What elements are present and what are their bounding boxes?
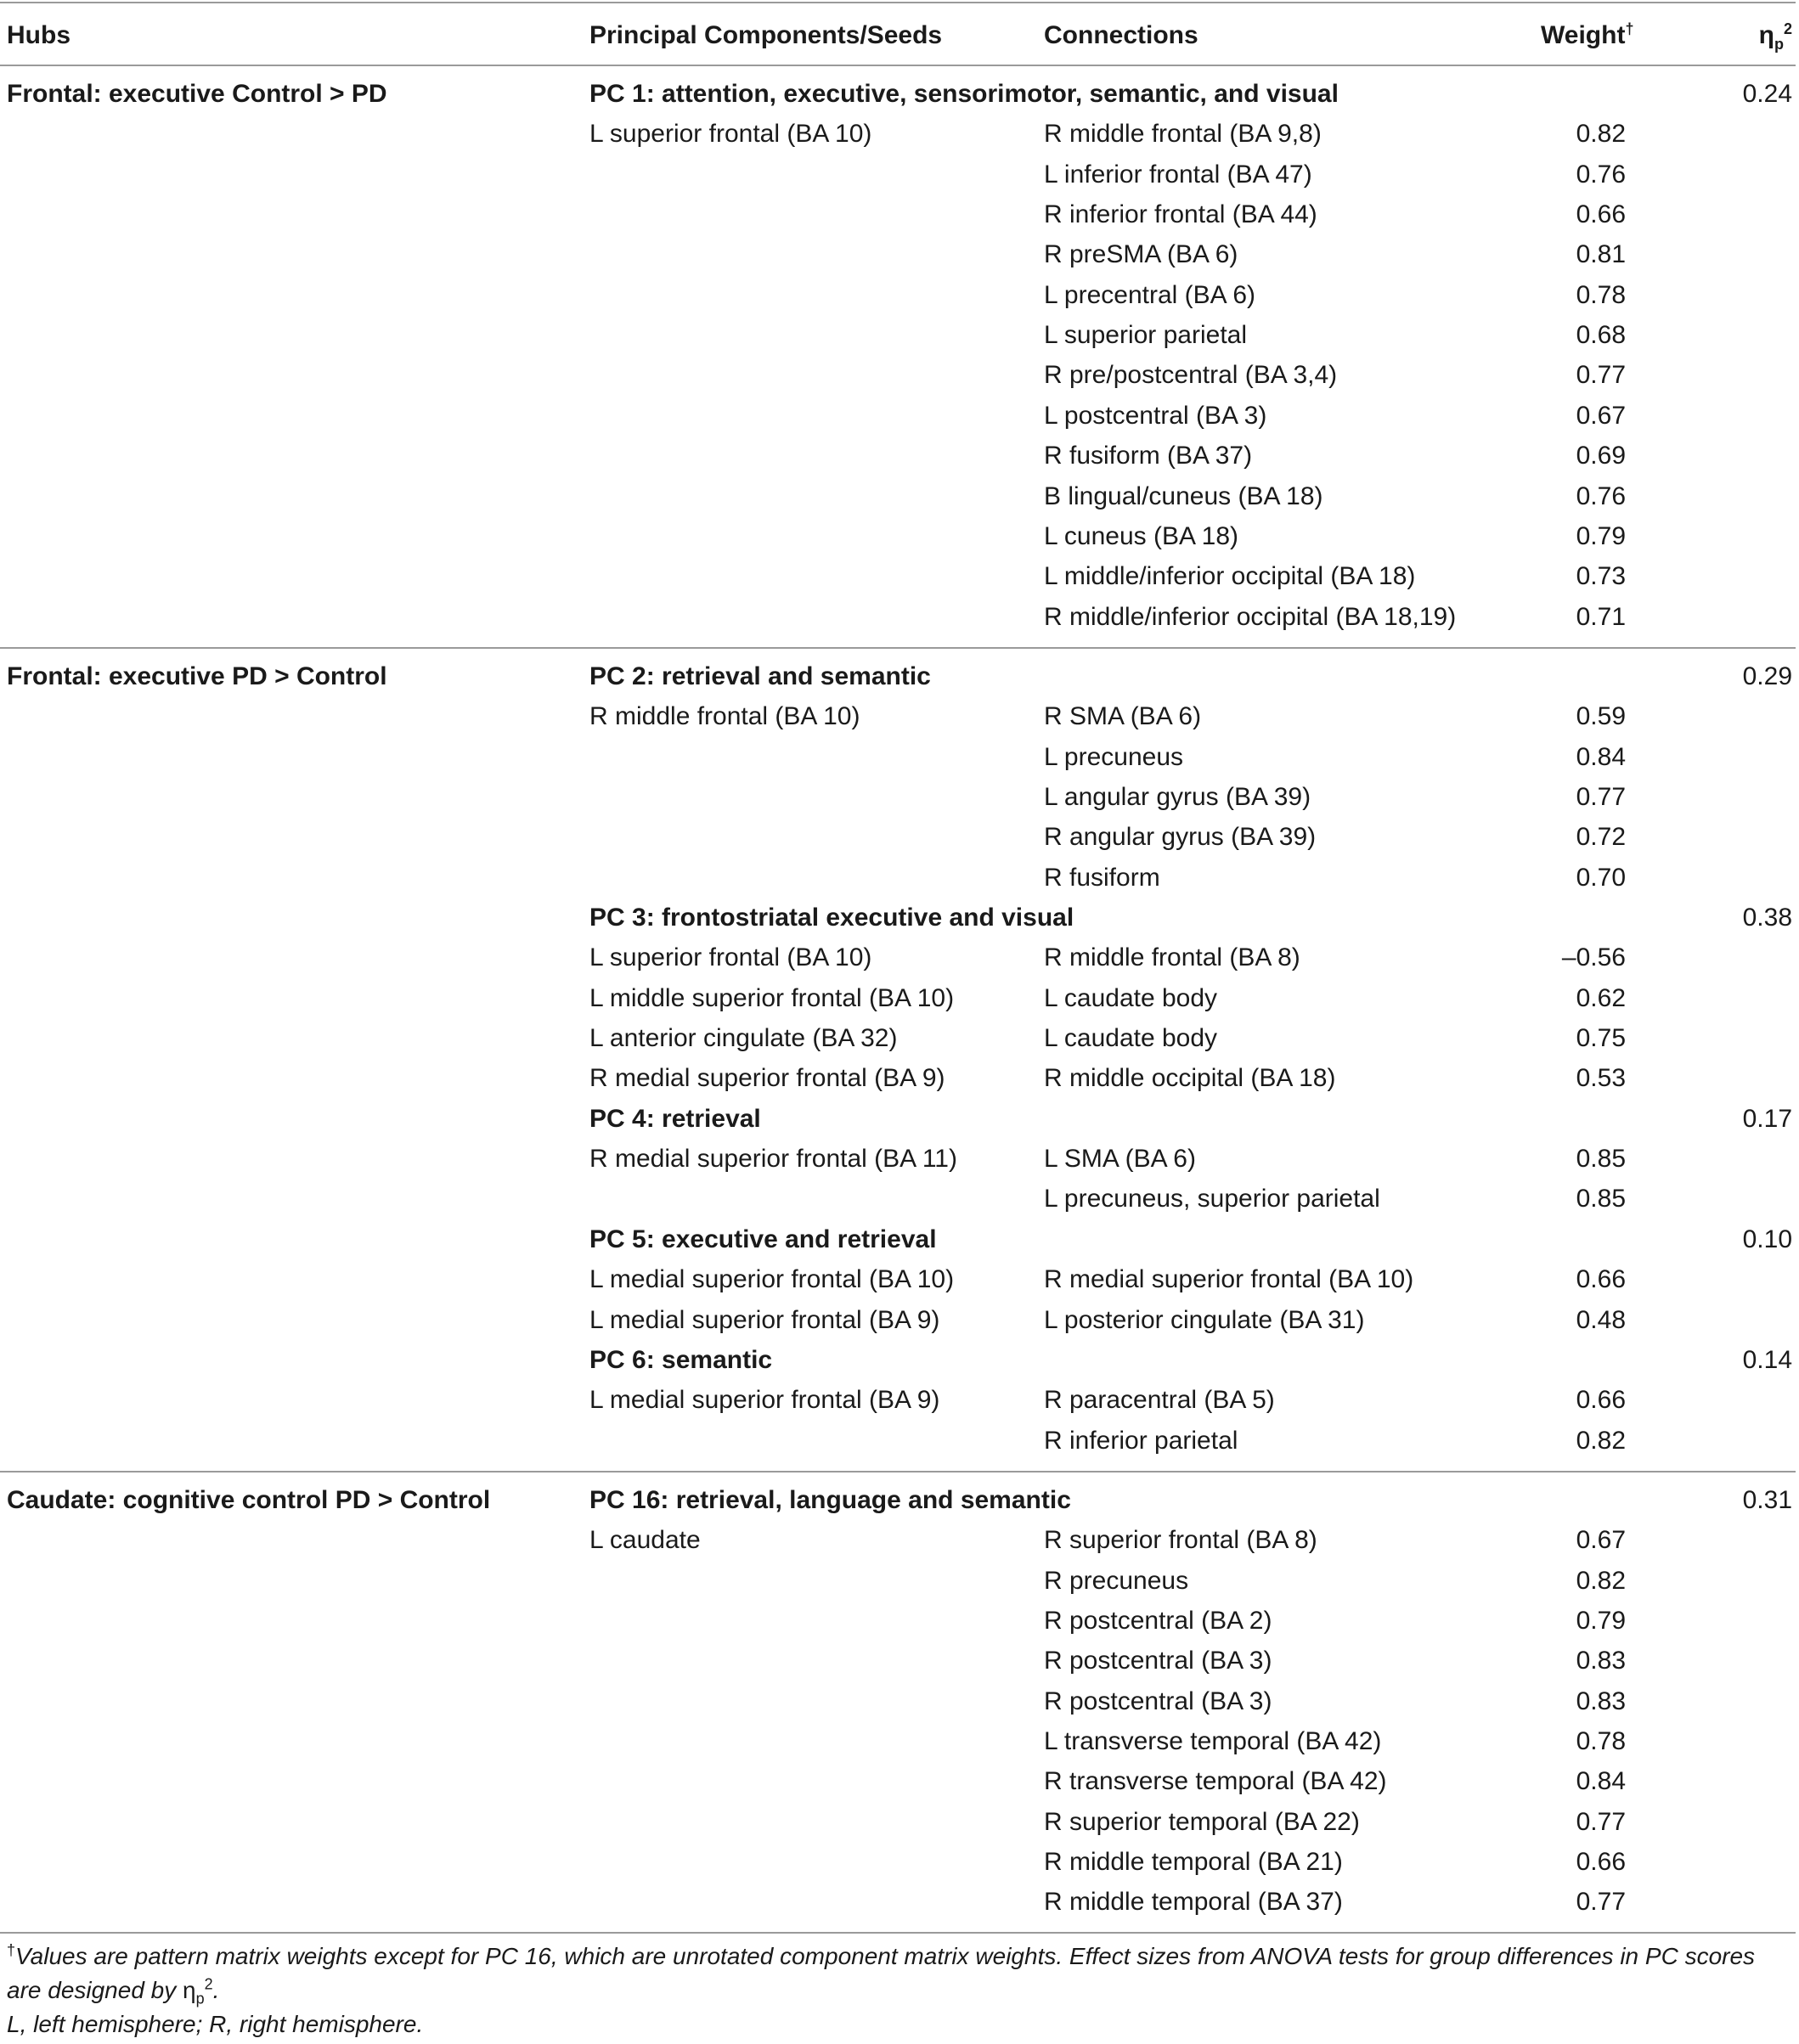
- weight-cell: 0.77: [1576, 1807, 1626, 1836]
- weight-cell: 0.71: [1576, 602, 1626, 631]
- connection-cell: R medial superior frontal (BA 10): [1044, 1265, 1414, 1294]
- weight-cell: 0.78: [1576, 280, 1626, 309]
- footnote-eta-sub: p: [195, 1990, 205, 2007]
- connection-cell: R pre/postcentral (BA 3,4): [1044, 361, 1338, 390]
- header-rule: [0, 65, 1796, 66]
- connection-cell: L precuneus, superior parietal: [1044, 1185, 1380, 1213]
- header-eta-sup: 2: [1783, 20, 1792, 37]
- connection-cell: R preSMA (BA 6): [1044, 240, 1238, 269]
- top-rule: [0, 2, 1796, 3]
- seed-cell: L caudate: [589, 1526, 701, 1555]
- weight-cell: 0.67: [1576, 1526, 1626, 1555]
- pc-title: PC 1: attention, executive, sensorimotor, semantic, and visual: [589, 80, 1339, 108]
- weight-cell: 0.81: [1576, 240, 1626, 269]
- seed-cell: L anterior cingulate (BA 32): [589, 1024, 898, 1053]
- connection-cell: R middle frontal (BA 9,8): [1044, 120, 1322, 149]
- weight-cell: 0.68: [1576, 321, 1626, 350]
- weight-cell: 0.75: [1576, 1024, 1626, 1053]
- connection-cell: R superior temporal (BA 22): [1044, 1807, 1360, 1836]
- seed-cell: L superior frontal (BA 10): [589, 120, 872, 149]
- connection-cell: L cuneus (BA 18): [1044, 521, 1239, 550]
- weight-cell: 0.76: [1576, 481, 1626, 510]
- weight-cell: 0.82: [1576, 120, 1626, 149]
- section-rule: [0, 1471, 1796, 1472]
- header-principal-components: Principal Components/Seeds: [589, 21, 943, 49]
- weight-cell: 0.66: [1576, 1848, 1626, 1877]
- connection-cell: R superior frontal (BA 8): [1044, 1526, 1317, 1555]
- header-weight-dagger: †: [1625, 20, 1634, 37]
- weight-cell: 0.53: [1576, 1064, 1626, 1093]
- connection-cell: L precuneus: [1044, 742, 1184, 771]
- weight-cell: 0.76: [1576, 160, 1626, 189]
- weight-cell: 0.77: [1576, 1888, 1626, 1917]
- weight-cell: 0.82: [1576, 1566, 1626, 1595]
- hub-label: Caudate: cognitive control PD > Control: [7, 1485, 491, 1514]
- footnote-2: [7, 2007, 1791, 2041]
- pc-title: PC 5: executive and retrieval: [589, 1225, 937, 1253]
- connection-cell: R middle frontal (BA 8): [1044, 943, 1300, 972]
- header-weight-label: Weight: [1541, 21, 1626, 49]
- eta-value: 0.29: [1742, 662, 1792, 690]
- seed-cell: L medial superior frontal (BA 9): [589, 1305, 940, 1334]
- weight-cell: 0.85: [1576, 1185, 1626, 1213]
- weight-cell: 0.66: [1576, 1265, 1626, 1294]
- connection-cell: R fusiform (BA 37): [1044, 442, 1253, 470]
- weight-cell: 0.66: [1576, 200, 1626, 229]
- seed-cell: L superior frontal (BA 10): [589, 943, 872, 972]
- hub-label: Frontal: executive PD > Control: [7, 662, 387, 690]
- footnote-eta: η: [183, 1977, 196, 2003]
- eta-value: 0.24: [1742, 80, 1792, 108]
- footnote-2-text: L, left hemisphere; R, right hemisphere.: [7, 2011, 424, 2037]
- connection-cell: R paracentral (BA 5): [1044, 1386, 1275, 1415]
- connection-cell: L transverse temporal (BA 42): [1044, 1727, 1382, 1755]
- connection-cell: R middle/inferior occipital (BA 18,19): [1044, 602, 1457, 631]
- connection-cell: R inferior parietal: [1044, 1426, 1238, 1455]
- weight-cell: 0.59: [1576, 702, 1626, 731]
- pc-title: PC 4: retrieval: [589, 1104, 761, 1133]
- footnote-dagger: †: [7, 1941, 16, 1959]
- footnote-eta-sup: 2: [204, 1975, 213, 1993]
- seed-cell: R middle frontal (BA 10): [589, 702, 860, 731]
- header-connections: Connections: [1044, 21, 1198, 49]
- connection-cell: R fusiform: [1044, 863, 1160, 892]
- weight-cell: 0.85: [1576, 1145, 1626, 1174]
- connection-cell: R middle temporal (BA 37): [1044, 1888, 1343, 1917]
- connection-cell: R angular gyrus (BA 39): [1044, 823, 1317, 852]
- footnote-1-text: Values are pattern matrix weights except for PC 16, which are unrotated component matrix weights. Effect sizes from ANOVA tests for group differences in PC scores are designed by: [7, 1943, 1756, 2003]
- connection-cell: R SMA (BA 6): [1044, 702, 1202, 731]
- weight-cell: 0.48: [1576, 1305, 1626, 1334]
- pc-title: PC 6: semantic: [589, 1345, 773, 1374]
- pc-title: PC 3: frontostriatal executive and visual: [589, 904, 1074, 932]
- weight-cell: 0.79: [1576, 521, 1626, 550]
- seed-cell: L medial superior frontal (BA 9): [589, 1386, 940, 1415]
- weight-cell: 0.67: [1576, 401, 1626, 430]
- connection-cell: L caudate body: [1044, 1024, 1218, 1053]
- connection-cell: R precuneus: [1044, 1566, 1189, 1595]
- seed-cell: R medial superior frontal (BA 9): [589, 1064, 945, 1093]
- seed-cell: L middle superior frontal (BA 10): [589, 983, 955, 1012]
- connection-cell: L posterior cingulate (BA 31): [1044, 1305, 1365, 1334]
- footnote-1: [7, 1940, 1791, 2007]
- weight-cell: 0.82: [1576, 1426, 1626, 1455]
- weight-cell: 0.69: [1576, 442, 1626, 470]
- header-eta-symbol: η: [1758, 21, 1774, 49]
- footnote-1-end: .: [212, 1977, 220, 2003]
- weight-cell: 0.77: [1576, 361, 1626, 390]
- weight-cell: 0.78: [1576, 1727, 1626, 1755]
- connection-cell: L inferior frontal (BA 47): [1044, 160, 1312, 189]
- header-hubs: Hubs: [7, 21, 70, 49]
- connection-cell: B lingual/cuneus (BA 18): [1044, 481, 1323, 510]
- weight-cell: 0.70: [1576, 863, 1626, 892]
- connection-cell: L postcentral (BA 3): [1044, 401, 1267, 430]
- eta-value: 0.17: [1742, 1104, 1792, 1133]
- eta-value: 0.31: [1742, 1485, 1792, 1514]
- weight-cell: 0.79: [1576, 1606, 1626, 1635]
- header-weight: [1541, 20, 1633, 51]
- connection-cell: R postcentral (BA 3): [1044, 1686, 1272, 1715]
- hub-label: Frontal: executive Control > PD: [7, 80, 387, 108]
- seed-cell: L medial superior frontal (BA 10): [589, 1265, 955, 1294]
- connection-cell: L caudate body: [1044, 983, 1218, 1012]
- section-rule: [0, 647, 1796, 649]
- weight-cell: 0.72: [1576, 823, 1626, 852]
- connection-cell: R middle temporal (BA 21): [1044, 1848, 1343, 1877]
- weight-cell: 0.84: [1576, 742, 1626, 771]
- connection-cell: L superior parietal: [1044, 321, 1248, 350]
- weight-cell: 0.84: [1576, 1767, 1626, 1796]
- seed-cell: R medial superior frontal (BA 11): [589, 1145, 957, 1174]
- connection-cell: R middle occipital (BA 18): [1044, 1064, 1336, 1093]
- connection-cell: R postcentral (BA 2): [1044, 1606, 1272, 1635]
- eta-value: 0.10: [1742, 1225, 1792, 1253]
- weight-cell: 0.73: [1576, 562, 1626, 591]
- bottom-rule: [0, 1932, 1796, 1934]
- pc-title: PC 16: retrieval, language and semantic: [589, 1485, 1071, 1514]
- weight-cell: 0.77: [1576, 782, 1626, 811]
- connection-cell: R transverse temporal (BA 42): [1044, 1767, 1387, 1796]
- header-eta-sub: p: [1774, 36, 1784, 53]
- connection-cell: L precentral (BA 6): [1044, 280, 1256, 309]
- eta-value: 0.38: [1742, 904, 1792, 932]
- connection-cell: L angular gyrus (BA 39): [1044, 782, 1311, 811]
- connection-cell: R inferior frontal (BA 44): [1044, 200, 1317, 229]
- weight-cell: 0.66: [1576, 1386, 1626, 1415]
- eta-value: 0.14: [1742, 1345, 1792, 1374]
- weight-cell: –0.56: [1561, 943, 1626, 972]
- pc-title: PC 2: retrieval and semantic: [589, 662, 931, 690]
- weight-cell: 0.83: [1576, 1647, 1626, 1675]
- header-eta: [1759, 20, 1792, 51]
- connection-cell: L SMA (BA 6): [1044, 1145, 1196, 1174]
- weight-cell: 0.62: [1576, 983, 1626, 1012]
- connection-cell: R postcentral (BA 3): [1044, 1647, 1272, 1675]
- connection-cell: L middle/inferior occipital (BA 18): [1044, 562, 1416, 591]
- weight-cell: 0.83: [1576, 1686, 1626, 1715]
